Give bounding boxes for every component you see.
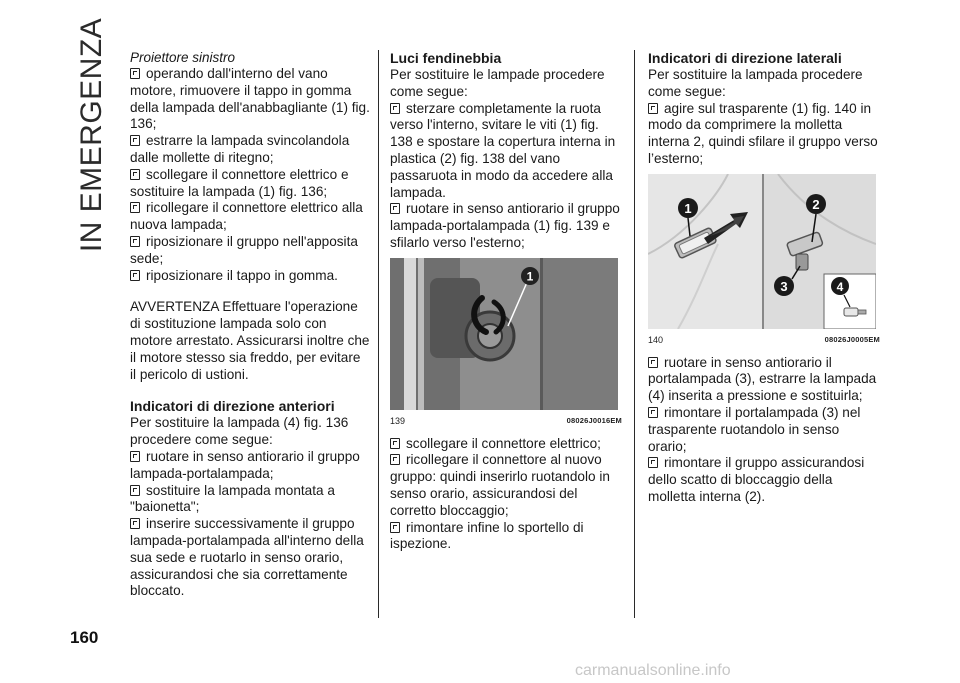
list-item: ruotare in senso antiorario il gruppo lampada-portalampada (1) fig. 139 e sfilarlo verso l'esterno; — [390, 201, 620, 250]
checkbox-bullet-icon — [130, 485, 140, 496]
section-tab — [72, 17, 112, 253]
checkbox-bullet-icon — [130, 518, 140, 529]
section-tab-label: IN EMERGENZA — [75, 17, 108, 253]
figure-callout: 2 — [812, 196, 820, 212]
figure-139 — [390, 258, 622, 430]
figure-callout: 1 — [684, 200, 692, 216]
bullet-list — [130, 66, 370, 284]
column-1 — [130, 50, 370, 600]
list-item: riposizionare il gruppo nell'apposita sede; — [130, 233, 358, 266]
bullet-list — [390, 436, 622, 554]
list-item: sostituire la lampada montata a "baionetta"; — [130, 482, 335, 515]
section-heading: Indicatori di direzione anteriori — [130, 398, 335, 415]
list-item: ruotare in senso antiorario il gruppo lampada-portalampada; — [130, 448, 360, 481]
checkbox-bullet-icon — [390, 522, 400, 533]
column-2 — [390, 50, 622, 553]
checkbox-bullet-icon — [390, 103, 400, 114]
checkbox-bullet-icon — [390, 454, 400, 465]
checkbox-bullet-icon — [130, 451, 140, 462]
figure-caption — [390, 413, 622, 430]
checkbox-bullet-icon — [130, 135, 140, 146]
bullet-list — [648, 101, 880, 168]
figure-number: 140 — [648, 334, 664, 345]
intro-text: Per sostituire le lampade procedere come segue: — [390, 67, 605, 99]
list-item: inserire successivamente il gruppo lampada-portalampada all'interno della sua sede e ruotarlo in senso orario, assicurandosi che sia correttamente bloccato. — [130, 516, 364, 599]
side-indicator-illustration — [648, 174, 876, 329]
checkbox-bullet-icon — [648, 407, 658, 418]
list-item: scollegare il connettore elettrico e sostituire la lampada (1) fig. 136; — [130, 166, 349, 199]
subsection-title: Proiettore sinistro — [130, 50, 236, 65]
list-item: ruotare in senso antiorario il portalampada (3), estrarre la lampada (4) inserita a pressione e sostituirla; — [648, 354, 877, 404]
figure-number: 139 — [390, 415, 406, 426]
list-item: ricollegare il connettore elettrico alla nuova lampada; — [130, 200, 363, 233]
intro-text: Per sostituire la lampada procedere come segue: — [648, 67, 863, 99]
warning-text: AVVERTENZA Effettuare l'operazione di sostituzione lampada solo con motore arrestato. Assicurarsi inoltre che il motore stesso sia freddo, per evitare il pericolo di ustioni. — [130, 299, 370, 382]
figure-code: 08026J0016EM — [566, 415, 622, 425]
list-item: rimontare il portalampada (3) nel trasparente ruotandolo in senso orario; — [648, 404, 861, 454]
checkbox-bullet-icon — [648, 457, 658, 468]
watermark: carmanualsonline.info — [575, 662, 731, 679]
column-3 — [648, 50, 880, 506]
fog-lamp-illustration — [390, 258, 618, 410]
section-heading: Luci fendinebbia — [390, 50, 502, 66]
list-item: rimontare infine lo sportello di ispezione. — [390, 519, 584, 552]
figure-caption — [648, 332, 880, 349]
figure-140 — [648, 174, 880, 349]
list-item: estrarre la lampada svincolandola dalle mollette di ritegno; — [130, 133, 350, 165]
figure-code: 08026J0005EM — [824, 334, 880, 344]
section-heading: Indicatori di direzione laterali — [648, 50, 842, 66]
column-divider — [378, 50, 379, 618]
list-item: sterzare completamente la ruota verso l'interno, svitare le viti (1) fig. 138 e spostare la copertura interna in plastica (2) fig. 138 del vano passaruota in modo da accedere alla lampada. — [390, 100, 616, 200]
list-item: scollegare il connettore elettrico; — [390, 436, 622, 453]
list-item: rimontare il gruppo assicurandosi dello scatto di bloccaggio della molletta interna (2). — [648, 455, 865, 504]
checkbox-bullet-icon — [130, 236, 140, 247]
checkbox-bullet-icon — [130, 202, 140, 213]
list-item: agire sul trasparente (1) fig. 140 in modo da comprimere la molletta interna 2, quindi sfilare il gruppo verso l’esterno; — [648, 100, 878, 166]
page-number: 160 — [70, 628, 99, 647]
figure-callout: 3 — [780, 278, 788, 294]
checkbox-bullet-icon — [130, 68, 140, 79]
bullet-list — [648, 355, 880, 506]
intro-text: Per sostituire la lampada (4) fig. 136 procedere come segue: — [130, 415, 349, 448]
checkbox-bullet-icon — [648, 103, 658, 114]
checkbox-bullet-icon — [390, 438, 400, 449]
list-item: riposizionare il tappo in gomma. — [130, 268, 370, 285]
checkbox-bullet-icon — [390, 203, 400, 214]
bullet-list — [390, 101, 622, 252]
checkbox-bullet-icon — [130, 270, 140, 281]
column-divider — [634, 50, 635, 618]
bullet-list — [130, 449, 370, 600]
checkbox-bullet-icon — [648, 357, 658, 368]
list-item: ricollegare il connettore al nuovo gruppo: quindi inserirlo ruotandolo in senso orario, assicurandosi del corretto bloccaggio; — [390, 452, 610, 518]
figure-callout: 4 — [836, 279, 844, 294]
checkbox-bullet-icon — [130, 169, 140, 180]
list-item: operando dall'interno del vano motore, rimuovere il tappo in gomma della lampada dell'anabbagliante (1) fig. 136; — [130, 66, 370, 132]
figure-callout: 1 — [526, 269, 534, 284]
